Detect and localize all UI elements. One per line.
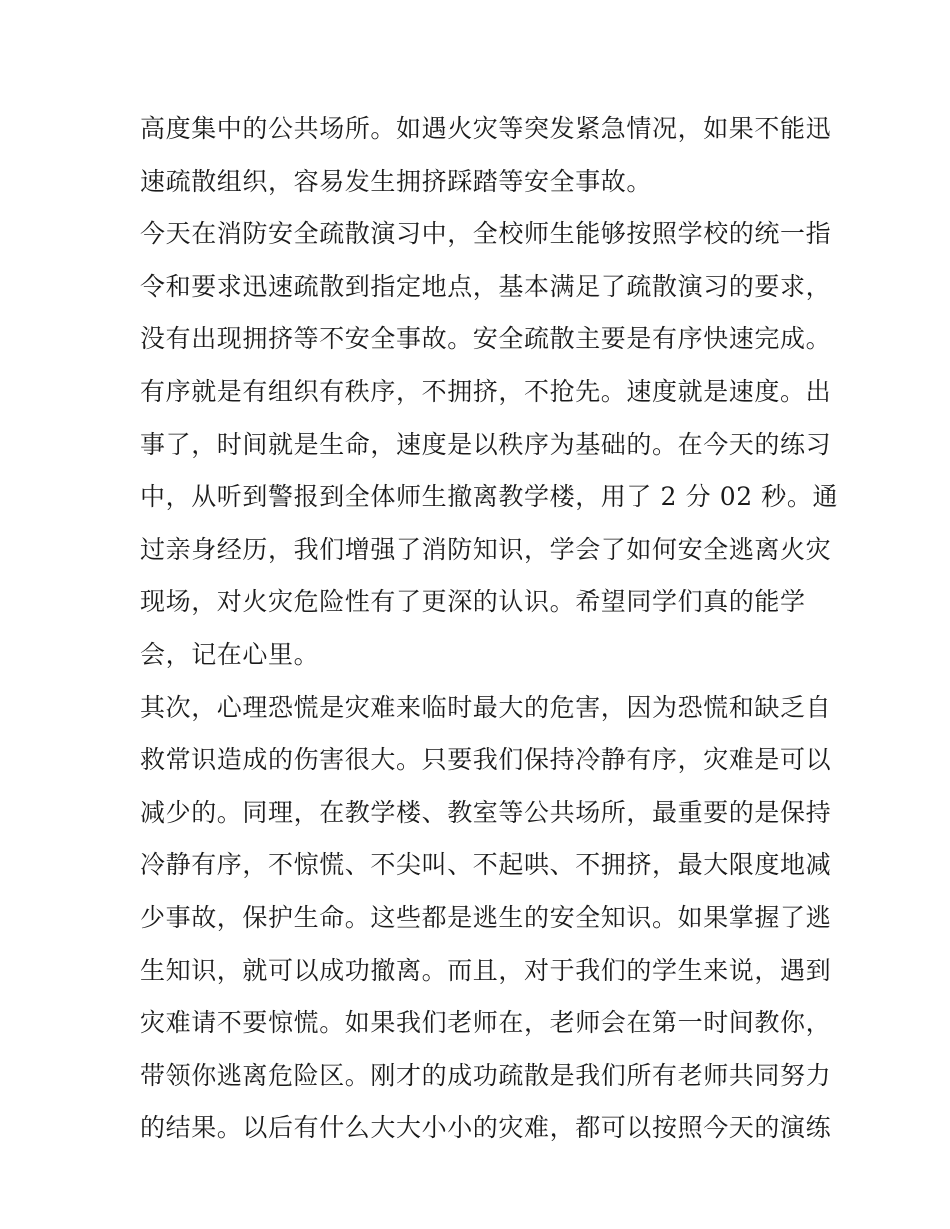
text-line: 其次，心理恐慌是灾难来临时最大的危害，因为恐慌和缺乏自	[140, 692, 832, 722]
text-line: 生知识，就可以成功撤离。而且，对于我们的学生来说，遇到	[140, 955, 832, 985]
text-line: 过亲身经历，我们增强了消防知识，学会了如何安全逃离火灾	[140, 534, 832, 564]
text-line: 灾难请不要惊慌。如果我们老师在，老师会在第一时间教你，	[140, 1008, 832, 1038]
text-line: 少事故，保护生命。这些都是逃生的安全知识。如果掌握了逃	[140, 902, 832, 932]
text-line: 减少的。同理，在教学楼、教室等公共场所，最重要的是保持	[140, 797, 832, 827]
text-line: 的结果。以后有什么大大小小的灾难，都可以按照今天的演练	[140, 1113, 832, 1143]
text-line: 高度集中的公共场所。如遇火灾等突发紧急情况，如果不能迅	[140, 114, 832, 143]
text-line: 事了，时间就是生命，速度是以秩序为基础的。在今天的练习	[140, 429, 832, 459]
document-body	[140, 103, 839, 1155]
text-line: 速疏散组织，容易发生拥挤踩踏等安全事故。	[140, 166, 653, 196]
text-line: 没有出现拥挤等不安全事故。安全疏散主要是有序快速完成。	[140, 324, 832, 354]
text-line: 会，记在心里。	[140, 639, 320, 669]
text-line: 令和要求迅速疏散到指定地点，基本满足了疏散演习的要求，	[140, 271, 832, 301]
text-line: 现场，对火灾危险性有了更深的认识。希望同学们真的能学	[140, 587, 806, 617]
text-line: 带领你逃离危险区。刚才的成功疏散是我们所有老师共同努力	[140, 1060, 832, 1090]
text-line: 中，从听到警报到全体师生撤离教学楼，用了 2 分 02 秒。通	[140, 482, 839, 512]
text-line: 有序就是有组织有秩序，不拥挤，不抢先。速度就是速度。出	[140, 376, 832, 406]
text-line: 救常识造成的伤害很大。只要我们保持冷静有序，灾难是可以	[140, 745, 832, 775]
text-line: 今天在消防安全疏散演习中，全校师生能够按照学校的统一指	[140, 219, 832, 249]
text-line: 冷静有序，不惊慌、不尖叫、不起哄、不拥挤，最大限度地减	[140, 850, 832, 880]
